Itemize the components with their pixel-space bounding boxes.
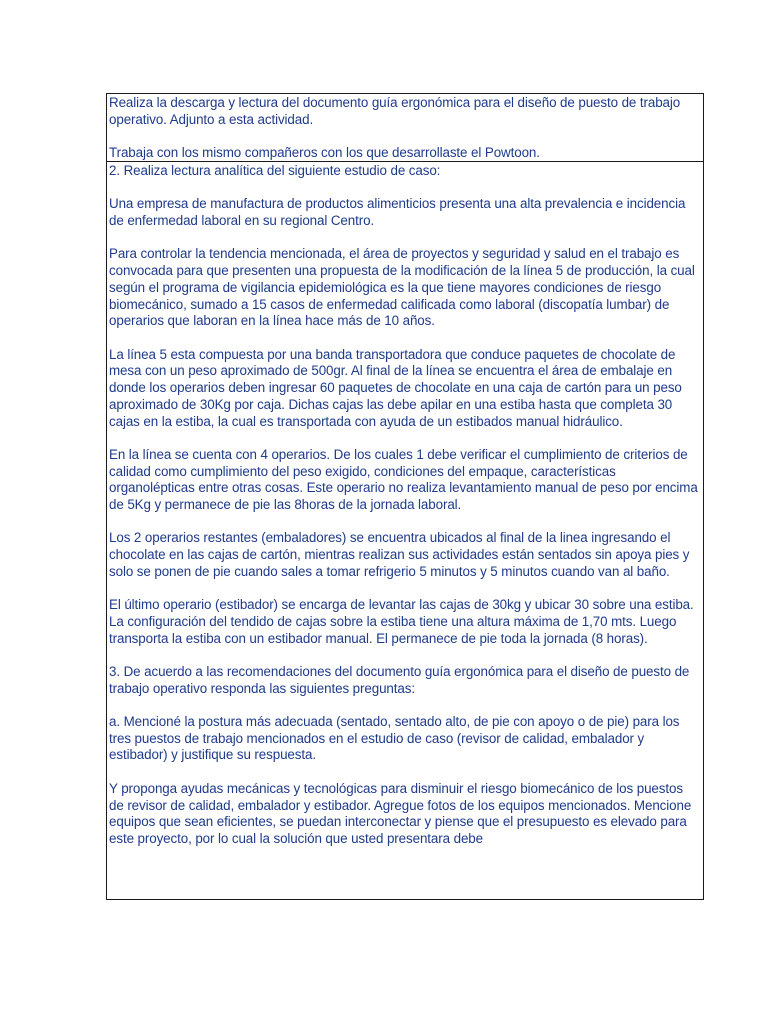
team-instruction-text: Trabaja con los mismo compañeros con los que desarrollaste el Powtoon. (109, 145, 540, 161)
question-a-paragraph: a. Mencioné la postura más adecuada (sentado, sentado alto, de pie con apoyo o de pie) para los tres puestos de trabajo mencionados en el estudio de caso (revisor de calidad, embalador y estibador) y justifique su respuesta. (109, 714, 680, 763)
mechanical-aids-paragraph: Y proponga ayudas mecánicas y tecnológicas para disminuir el riesgo biomecánico de los puestos de revisor de calidad, embalador y estibador. Agregue fotos de los equipos mencionados. Mencione equipos que sean eficientes, se puedan interconectar y piense que el presupuesto es elevado para este proyecto, por lo cual la solución que usted presentara debe (109, 780, 692, 846)
packers-paragraph: Los 2 operarios restantes (embaladores) se encuentra ubicados al final de la linea ingresando el chocolate en las cajas de cartón, mientras realizan sus actividades están sentados sin apoya pies y solo se ponen de pie cuando sales a tomar refrigerio 5 minutos y 5 minutos cuando van al baño. (109, 530, 690, 579)
case-study-cell (107, 162, 703, 899)
case-context-paragraph: Para controlar la tendencia mencionada, el área de proyectos y seguridad y salud en el trabajo es convocada para que presenten una propuesta de la modificación de la línea 5 de producción, la cual según el programa de vigilancia epidemiológica es la que tiene mayores condiciones de riesgo biomecánico, sumado a 15 casos de enfermedad calificada como laboral (discopatía lumbar) de operarios que laboran en la línea hace más de 10 años. (109, 246, 695, 329)
case-intro-paragraph: Una empresa de manufactura de productos alimenticios presenta una alta prevalencia e incidencia de enfermedad laboral en su regional Centro. (109, 196, 686, 229)
stacker-paragraph: El último operario (estibador) se encarga de levantar las cajas de 30kg y ubicar 30 sobre una estiba. La configuración del tendido de cajas sobre la estiba tiene una altura máxima de 1,70 mts. Luego transporta la estiba con un estibador manual. El permanece de pie toda la jornada (8 horas). (109, 597, 694, 646)
step-2-heading: 2. Realiza lectura analítica del siguiente estudio de caso: (109, 163, 441, 178)
download-instruction-text: Realiza la descarga y lectura del documento guía ergonómica para el diseño de puesto de trabajo operativo. Adjunto a esta actividad. (109, 95, 681, 127)
instructions-table (106, 93, 704, 900)
intro-cell (107, 94, 703, 162)
quality-operator-paragraph: En la línea se cuenta con 4 operarios. De los cuales 1 debe verificar el cumplimiento de criterios de calidad como cumplimiento del peso exigido, condiciones del empaque, características organolépticas entre otras cosas. Este operario no realiza levantamiento manual de peso por encima de 5Kg y permanece de pie las 8horas de la jornada laboral. (109, 446, 698, 512)
step-3-heading: 3. De acuerdo a las recomendaciones del documento guía ergonómica para el diseño de puesto de trabajo operativo responda las siguientes preguntas: (109, 663, 690, 696)
line-5-description-paragraph: La línea 5 esta compuesta por una banda transportadora que conduce paquetes de chocolate de mesa con un peso aproximado de 500gr. Al final de la línea se encuentra el área de embalaje en donde los operarios deben ingresar 60 paquetes de chocolate en una caja de cartón para un peso aproximado de 30Kg por caja. Dichas cajas las debe apilar en una estiba hasta que completa 30 cajas en la estiba, la cual es transportada con ayuda de un estibados manual hidráulico. (109, 346, 682, 429)
